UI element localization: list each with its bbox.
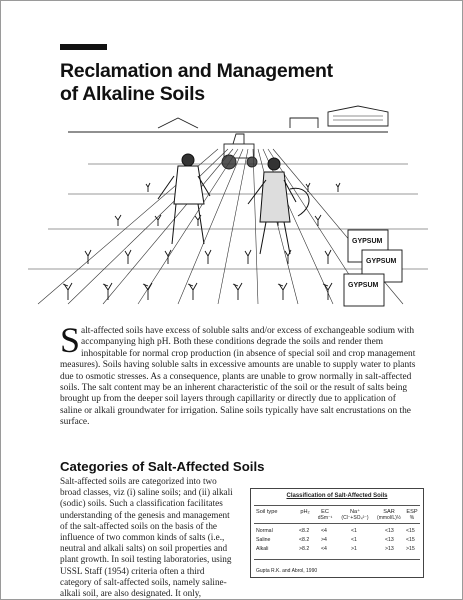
subheader-sar: (mmol/L)½ — [377, 515, 401, 521]
title-rule — [60, 44, 107, 50]
table-cell: <1 — [351, 537, 357, 543]
table-cell: <8.2 — [299, 528, 310, 534]
table-title: Classification of Salt-Affected Soils — [286, 493, 388, 499]
table-cell: <4 — [321, 546, 327, 552]
table-cell: >8.2 — [299, 546, 310, 552]
header-ec: EC — [321, 509, 329, 515]
table-cell: >15 — [406, 546, 415, 552]
gypsum-sack-label: GYPSUM — [348, 282, 379, 289]
table-cell: >4 — [321, 537, 327, 543]
header-esp: ESP — [406, 509, 418, 515]
gypsum-sack-label: GYPSUM — [366, 258, 397, 265]
subheader-na: (Cl⁻+SO₄²⁻) — [341, 515, 369, 521]
table-cell: <8.2 — [299, 537, 310, 543]
gypsum-sack-label: GYPSUM — [352, 238, 383, 245]
page-title — [60, 60, 380, 106]
header-na: Na⁺ — [349, 509, 361, 515]
classification-table — [250, 488, 424, 578]
header-ph: pH₂ — [300, 509, 310, 515]
header-sar: SAR — [383, 509, 395, 515]
section-heading: Categories of Salt-Affected Soils — [60, 459, 265, 474]
table-cell: <13 — [385, 537, 394, 543]
table-cell: Saline — [256, 537, 271, 543]
table-cell: Normal — [256, 528, 273, 534]
intro-paragraph — [60, 320, 420, 429]
table-cell: <15 — [406, 528, 415, 534]
section-body: Salt-affected soils are categorized into two broad classes, viz (i) saline soils; and (ii) alkali (sodic) soils. Such a classification facilitates understanding of the genesis and management of the salt-affected soils on the basis of the influence of two common kinds of salts (i.e., neutral and alkali salts) on soil properties and plant growth. In soil testing laboratories, using USSL Staff (1954) criteria often a third category of salt-affected soils, namely saline-alkali soil, are also designated. It only, — [60, 476, 233, 599]
title-line-2: of Alkaline Soils — [60, 83, 205, 105]
table-cell: <15 — [406, 537, 415, 543]
table-source: Gupta R.K. and Abrol, 1990 — [256, 568, 318, 574]
table-rule — [254, 523, 420, 524]
header-soil-type: Soil type — [256, 509, 278, 515]
subheader-ec: dSm⁻¹ — [317, 515, 333, 521]
table-rule — [254, 559, 420, 560]
table-cell: >13 — [385, 546, 394, 552]
table-cell: <13 — [385, 528, 394, 534]
table-rule — [254, 505, 420, 506]
table-cell: <1 — [351, 528, 357, 534]
intro-text: alt-affected soils have excess of soluble salts and/or excess of exchangeable sodium with accompanying high pH. Both these conditions degrade the soils and render them inhospitable for normal crop production (in absence of special soil and crop management measures). Soils having soluble salts in excessive amounts are unable to supply water to plants due to osmotic stresses. As a consequence, plants are unable to grow normally in salt-affected soils. The salt content may be an inherent characteristic of the soil or the result of salts being brought up from the deeper soil layers through capillarity or directly due to application of saline or alkali groundwater for irrigation. Saline soils typically have salt encrustations on the surface. — [60, 326, 416, 428]
subheader-esp: % — [409, 515, 415, 521]
table-cell: Alkali — [256, 546, 269, 552]
title-line-1: Reclamation and Management — [60, 60, 333, 82]
field-workers-illustration — [28, 104, 428, 316]
table-cell: >1 — [351, 546, 357, 552]
table-cell: <4 — [321, 528, 327, 534]
drop-cap: S — [60, 320, 81, 360]
